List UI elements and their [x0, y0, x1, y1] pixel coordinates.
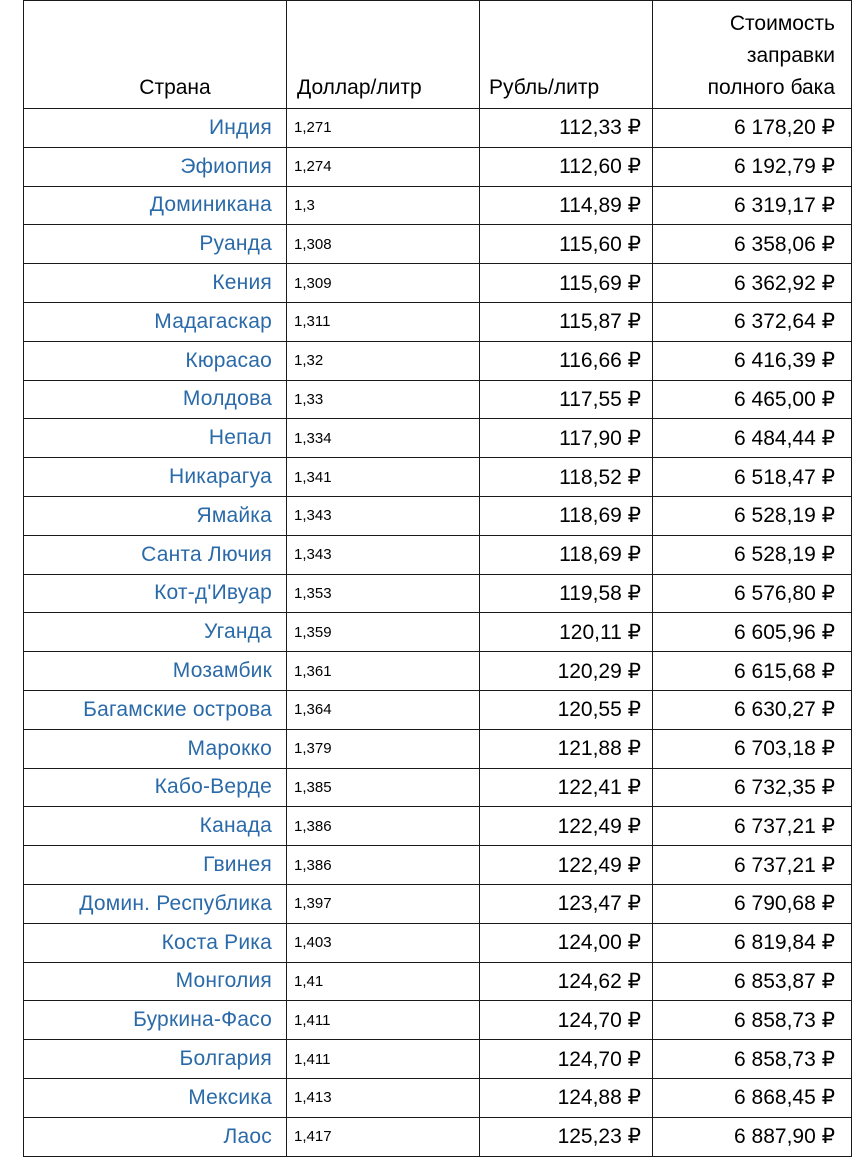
cell-usd-per-liter: 1,411 [287, 1040, 480, 1079]
table-row [24, 768, 852, 807]
cell-country: Коста Рика [24, 923, 287, 962]
cell-country: Мексика [24, 1078, 287, 1117]
cell-usd-per-liter: 1,417 [287, 1117, 480, 1156]
table-row [24, 729, 852, 768]
cell-usd-per-liter: 1,274 [287, 147, 480, 186]
table-row [24, 1078, 852, 1117]
cell-country: Болгария [24, 1040, 287, 1079]
cell-rub-per-liter: 118,69 ₽ [480, 496, 653, 535]
cell-full-tank-cost: 6 576,80 ₽ [653, 574, 852, 613]
cell-usd-per-liter: 1,364 [287, 690, 480, 729]
table-row [24, 302, 852, 341]
table-row [24, 1001, 852, 1040]
cell-usd-per-liter: 1,3 [287, 186, 480, 225]
table-row [24, 341, 852, 380]
cell-rub-per-liter: 125,23 ₽ [480, 1117, 653, 1156]
cell-rub-per-liter: 124,62 ₽ [480, 962, 653, 1001]
table-row [24, 613, 852, 652]
cell-usd-per-liter: 1,386 [287, 807, 480, 846]
cell-country: Канада [24, 807, 287, 846]
cell-usd-per-liter: 1,33 [287, 380, 480, 419]
cell-rub-per-liter: 117,90 ₽ [480, 419, 653, 458]
cell-usd-per-liter: 1,361 [287, 652, 480, 691]
cell-rub-per-liter: 115,69 ₽ [480, 264, 653, 303]
cell-usd-per-liter: 1,271 [287, 109, 480, 148]
cell-full-tank-cost: 6 858,73 ₽ [653, 1040, 852, 1079]
table-row [24, 380, 852, 419]
cell-rub-per-liter: 122,49 ₽ [480, 807, 653, 846]
table-row [24, 458, 852, 497]
cell-country: Кюрасао [24, 341, 287, 380]
cell-rub-per-liter: 122,49 ₽ [480, 846, 653, 885]
cell-usd-per-liter: 1,403 [287, 923, 480, 962]
cell-full-tank-cost: 6 819,84 ₽ [653, 923, 852, 962]
cell-usd-per-liter: 1,359 [287, 613, 480, 652]
header-rub-per-liter: Рубль/литр [480, 1, 653, 109]
table-row [24, 186, 852, 225]
cell-country: Домин. Республика [24, 884, 287, 923]
cell-full-tank-cost: 6 703,18 ₽ [653, 729, 852, 768]
cell-country: Санта Лючия [24, 535, 287, 574]
cell-country: Монголия [24, 962, 287, 1001]
table-row [24, 574, 852, 613]
cell-rub-per-liter: 118,52 ₽ [480, 458, 653, 497]
cell-rub-per-liter: 112,33 ₽ [480, 109, 653, 148]
cell-usd-per-liter: 1,32 [287, 341, 480, 380]
cell-full-tank-cost: 6 518,47 ₽ [653, 458, 852, 497]
cell-country: Кот-д'Ивуар [24, 574, 287, 613]
cell-usd-per-liter: 1,311 [287, 302, 480, 341]
cell-rub-per-liter: 115,87 ₽ [480, 302, 653, 341]
cell-full-tank-cost: 6 615,68 ₽ [653, 652, 852, 691]
header-full-tank-line3: полного бака [707, 76, 835, 99]
cell-full-tank-cost: 6 887,90 ₽ [653, 1117, 852, 1156]
cell-full-tank-cost: 6 528,19 ₽ [653, 535, 852, 574]
cell-rub-per-liter: 115,60 ₽ [480, 225, 653, 264]
cell-full-tank-cost: 6 858,73 ₽ [653, 1001, 852, 1040]
table-row [24, 884, 852, 923]
cell-usd-per-liter: 1,386 [287, 846, 480, 885]
cell-country: Ямайка [24, 496, 287, 535]
header-country: Страна [24, 1, 287, 109]
cell-full-tank-cost: 6 416,39 ₽ [653, 341, 852, 380]
cell-country: Никарагуа [24, 458, 287, 497]
cell-country: Марокко [24, 729, 287, 768]
cell-country: Мадагаскар [24, 302, 287, 341]
cell-rub-per-liter: 120,55 ₽ [480, 690, 653, 729]
cell-rub-per-liter: 124,88 ₽ [480, 1078, 653, 1117]
cell-full-tank-cost: 6 605,96 ₽ [653, 613, 852, 652]
cell-usd-per-liter: 1,379 [287, 729, 480, 768]
cell-usd-per-liter: 1,413 [287, 1078, 480, 1117]
cell-rub-per-liter: 117,55 ₽ [480, 380, 653, 419]
cell-usd-per-liter: 1,309 [287, 264, 480, 303]
cell-full-tank-cost: 6 358,06 ₽ [653, 225, 852, 264]
header-full-tank-line2: заправки [746, 44, 835, 67]
cell-country: Буркина-Фасо [24, 1001, 287, 1040]
cell-usd-per-liter: 1,334 [287, 419, 480, 458]
cell-full-tank-cost: 6 737,21 ₽ [653, 846, 852, 885]
cell-full-tank-cost: 6 484,44 ₽ [653, 419, 852, 458]
cell-rub-per-liter: 124,70 ₽ [480, 1001, 653, 1040]
cell-country: Кабо-Верде [24, 768, 287, 807]
cell-usd-per-liter: 1,385 [287, 768, 480, 807]
table-row [24, 419, 852, 458]
cell-rub-per-liter: 121,88 ₽ [480, 729, 653, 768]
fuel-price-table [23, 0, 852, 1157]
cell-usd-per-liter: 1,341 [287, 458, 480, 497]
cell-rub-per-liter: 124,00 ₽ [480, 923, 653, 962]
cell-country: Уганда [24, 613, 287, 652]
table-row [24, 264, 852, 303]
cell-rub-per-liter: 120,29 ₽ [480, 652, 653, 691]
cell-country: Руанда [24, 225, 287, 264]
table-row [24, 496, 852, 535]
cell-full-tank-cost: 6 737,21 ₽ [653, 807, 852, 846]
cell-full-tank-cost: 6 319,17 ₽ [653, 186, 852, 225]
cell-usd-per-liter: 1,397 [287, 884, 480, 923]
cell-full-tank-cost: 6 790,68 ₽ [653, 884, 852, 923]
cell-full-tank-cost: 6 528,19 ₽ [653, 496, 852, 535]
table-row [24, 225, 852, 264]
header-row [24, 1, 852, 109]
cell-usd-per-liter: 1,353 [287, 574, 480, 613]
table-row [24, 535, 852, 574]
cell-full-tank-cost: 6 372,64 ₽ [653, 302, 852, 341]
cell-country: Гвинея [24, 846, 287, 885]
cell-usd-per-liter: 1,343 [287, 496, 480, 535]
table-row [24, 923, 852, 962]
cell-country: Мозамбик [24, 652, 287, 691]
cell-usd-per-liter: 1,411 [287, 1001, 480, 1040]
table-row [24, 652, 852, 691]
cell-full-tank-cost: 6 853,87 ₽ [653, 962, 852, 1001]
cell-rub-per-liter: 124,70 ₽ [480, 1040, 653, 1079]
cell-rub-per-liter: 116,66 ₽ [480, 341, 653, 380]
cell-rub-per-liter: 112,60 ₽ [480, 147, 653, 186]
table-row [24, 846, 852, 885]
cell-full-tank-cost: 6 868,45 ₽ [653, 1078, 852, 1117]
header-full-tank-cost [653, 1, 852, 109]
cell-country: Индия [24, 109, 287, 148]
cell-usd-per-liter: 1,343 [287, 535, 480, 574]
cell-rub-per-liter: 118,69 ₽ [480, 535, 653, 574]
table-row [24, 690, 852, 729]
cell-rub-per-liter: 114,89 ₽ [480, 186, 653, 225]
cell-usd-per-liter: 1,41 [287, 962, 480, 1001]
table-row [24, 109, 852, 148]
cell-country: Доминикана [24, 186, 287, 225]
cell-full-tank-cost: 6 362,92 ₽ [653, 264, 852, 303]
cell-country: Эфиопия [24, 147, 287, 186]
table-row [24, 1117, 852, 1156]
cell-usd-per-liter: 1,308 [287, 225, 480, 264]
header-full-tank-line1: Стоимость [729, 12, 835, 35]
table-row [24, 962, 852, 1001]
cell-country: Кения [24, 264, 287, 303]
cell-full-tank-cost: 6 732,35 ₽ [653, 768, 852, 807]
cell-rub-per-liter: 119,58 ₽ [480, 574, 653, 613]
table-row [24, 147, 852, 186]
cell-rub-per-liter: 120,11 ₽ [480, 613, 653, 652]
cell-country: Лаос [24, 1117, 287, 1156]
cell-full-tank-cost: 6 465,00 ₽ [653, 380, 852, 419]
cell-country: Молдова [24, 380, 287, 419]
cell-rub-per-liter: 122,41 ₽ [480, 768, 653, 807]
cell-full-tank-cost: 6 192,79 ₽ [653, 147, 852, 186]
cell-full-tank-cost: 6 630,27 ₽ [653, 690, 852, 729]
header-usd-per-liter: Доллар/литр [287, 1, 480, 109]
cell-full-tank-cost: 6 178,20 ₽ [653, 109, 852, 148]
cell-country: Багамские острова [24, 690, 287, 729]
table-row [24, 1040, 852, 1079]
cell-rub-per-liter: 123,47 ₽ [480, 884, 653, 923]
table-row [24, 807, 852, 846]
cell-country: Непал [24, 419, 287, 458]
